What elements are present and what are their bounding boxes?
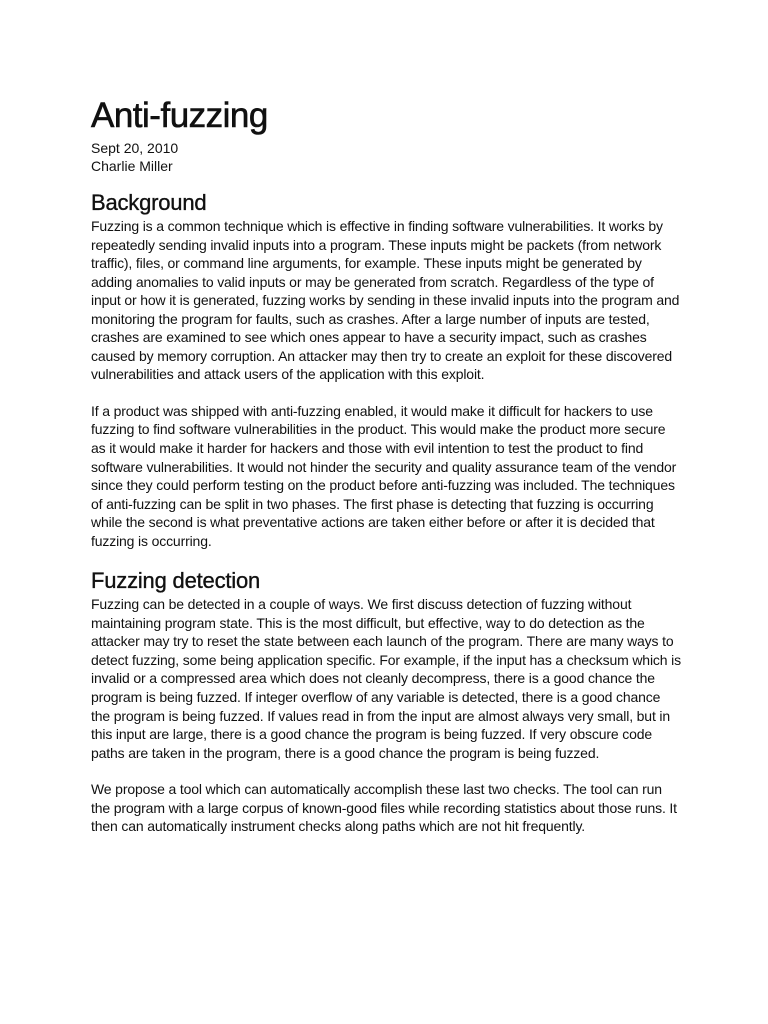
paragraph-fuzzing-detection-2: We propose a tool which can automatically accomplish these last two checks. The tool can run the program with a large corpus of known-good files while recording statistics about those runs. It then can automatically instrument checks along paths which are not hit frequently. [91,781,677,835]
paragraph-background-2: If a product was shipped with anti-fuzzing enabled, it would make it difficult for hackers to use fuzzing to find software vulnerabilities in the product. This would make the product more secure as it would make it harder for hackers and those with evil intention to test the product to find software vulnerabilities. It would not hinder the security and quality assurance team of the vendor since they could perform testing on the product before anti-fuzzing was included. The techniques of anti-fuzzing can be split in two phases. The first phase is detecting that fuzzing is occurring while the second is what preventative actions are taken either before or after it is decided that fuzzing is occurring. [91,402,677,549]
paragraph-fuzzing-detection-1: Fuzzing can be detected in a couple of ways. We first discuss detection of fuzzing without maintaining program state. This is the most difficult, but effective, way to do detection as the attacker may try to reset the state between each launch of the program. There are many ways to detect fuzzing, some being application specific. For example, if the input has a checksum which is invalid or a compressed area which does not cleanly decompress, there is a good chance the program is being fuzzed. If integer overflow of any variable is detected, there is a good chance the program is being fuzzed. If values read in from the input are almost always very small, but in this input are large, there is a good chance the program is being fuzzed. If very obscure code paths are taken in the program, there is a good chance the program is being fuzzed. [91,596,681,761]
document-author: Charlie Miller [91,158,173,174]
section-heading-background: Background [91,190,207,215]
document-date: Sept 20, 2010 [91,140,179,156]
section-heading-fuzzing-detection: Fuzzing detection [91,568,261,594]
paragraph-spacer [91,762,683,780]
document-title: Anti-fuzzing [91,96,268,135]
paragraph-background-1: Fuzzing is a common technique which is effective in finding software vulnerabilities. It works by repeatedly sending invalid inputs into a program. These inputs might be packets (from network traffic), files, or command line arguments, for example. These inputs might be generated by adding anomalies to valid inputs or may be generated from scratch. Regardless of the type of input or how it is generated, fuzzing works by sending in these invalid inputs into the program and monitoring the program for faults, such as crashes. After a large number of inputs are tested, crashes are examined to see which ones appear to have a security impact, such as crashes caused by memory corruption. An attacker may then try to create an exploit for these discovered vulnerabilities and attack users of the application with this exploit. [91,218,680,383]
document-page [91,96,683,836]
paragraph-spacer [91,384,683,402]
